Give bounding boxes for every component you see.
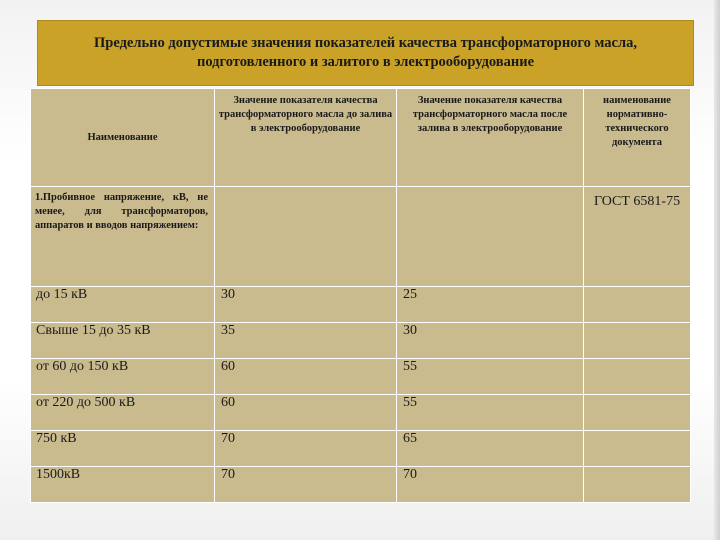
row-doc: [584, 395, 691, 431]
row-name: 1500кВ: [31, 467, 215, 503]
header-document: [584, 89, 691, 187]
table-row: [31, 287, 691, 323]
row-name: от 60 до 150 кВ: [31, 359, 215, 395]
row-after-value: 70: [397, 467, 584, 503]
row-after-value: 55: [397, 359, 584, 395]
header-before-fill-label: Значение показателя качества трансформаторного масла до залива в электрооборудование: [218, 95, 393, 134]
row-before-value: 35: [215, 323, 397, 359]
row-name: до 15 кВ: [31, 287, 215, 323]
row-name: Свыше 15 до 35 кВ: [31, 323, 215, 359]
row-before-value: 60: [215, 395, 397, 431]
row-before-value: 70: [215, 467, 397, 503]
table-row: [31, 323, 691, 359]
row-doc: [584, 323, 691, 359]
header-name: Наименование: [31, 89, 215, 187]
row-doc: [584, 467, 691, 503]
row-after-value: 25: [397, 287, 584, 323]
row-before-value: 70: [215, 431, 397, 467]
slide-title: Предельно допустимые значения показателей качества трансформаторного масла, подготовленного и залитого в электрооборудование: [37, 20, 694, 86]
row-before-value: 30: [215, 287, 397, 323]
section-empty-cell: [215, 187, 397, 287]
row-doc: [584, 287, 691, 323]
quality-table: [30, 88, 691, 503]
row-name: от 220 до 500 кВ: [31, 395, 215, 431]
row-name: 750 кВ: [31, 431, 215, 467]
section-doc: ГОСТ 6581-75: [584, 187, 691, 287]
table-row: [31, 359, 691, 395]
row-after-value: 65: [397, 431, 584, 467]
table-row: [31, 431, 691, 467]
section-name: 1.Пробивное напряжение, кВ, не менее, для трансформаторов, аппаратов и вводов напряжением:: [31, 187, 215, 287]
row-doc: [584, 431, 691, 467]
header-after-fill: [397, 89, 584, 187]
section-row: [31, 187, 691, 287]
row-doc: [584, 359, 691, 395]
section-empty-cell: [397, 187, 584, 287]
slide-edge-decoration: [714, 0, 720, 540]
table-row: [31, 467, 691, 503]
row-after-value: 55: [397, 395, 584, 431]
table-header-row: [31, 89, 691, 187]
header-after-fill-label: Значение показателя качества трансформаторного масла после залива в электрооборудование: [412, 95, 568, 134]
header-document-label: наименование нормативно-технического документа: [603, 95, 671, 148]
row-after-value: 30: [397, 323, 584, 359]
row-before-value: 60: [215, 359, 397, 395]
header-before-fill: [215, 89, 397, 187]
table-row: [31, 395, 691, 431]
